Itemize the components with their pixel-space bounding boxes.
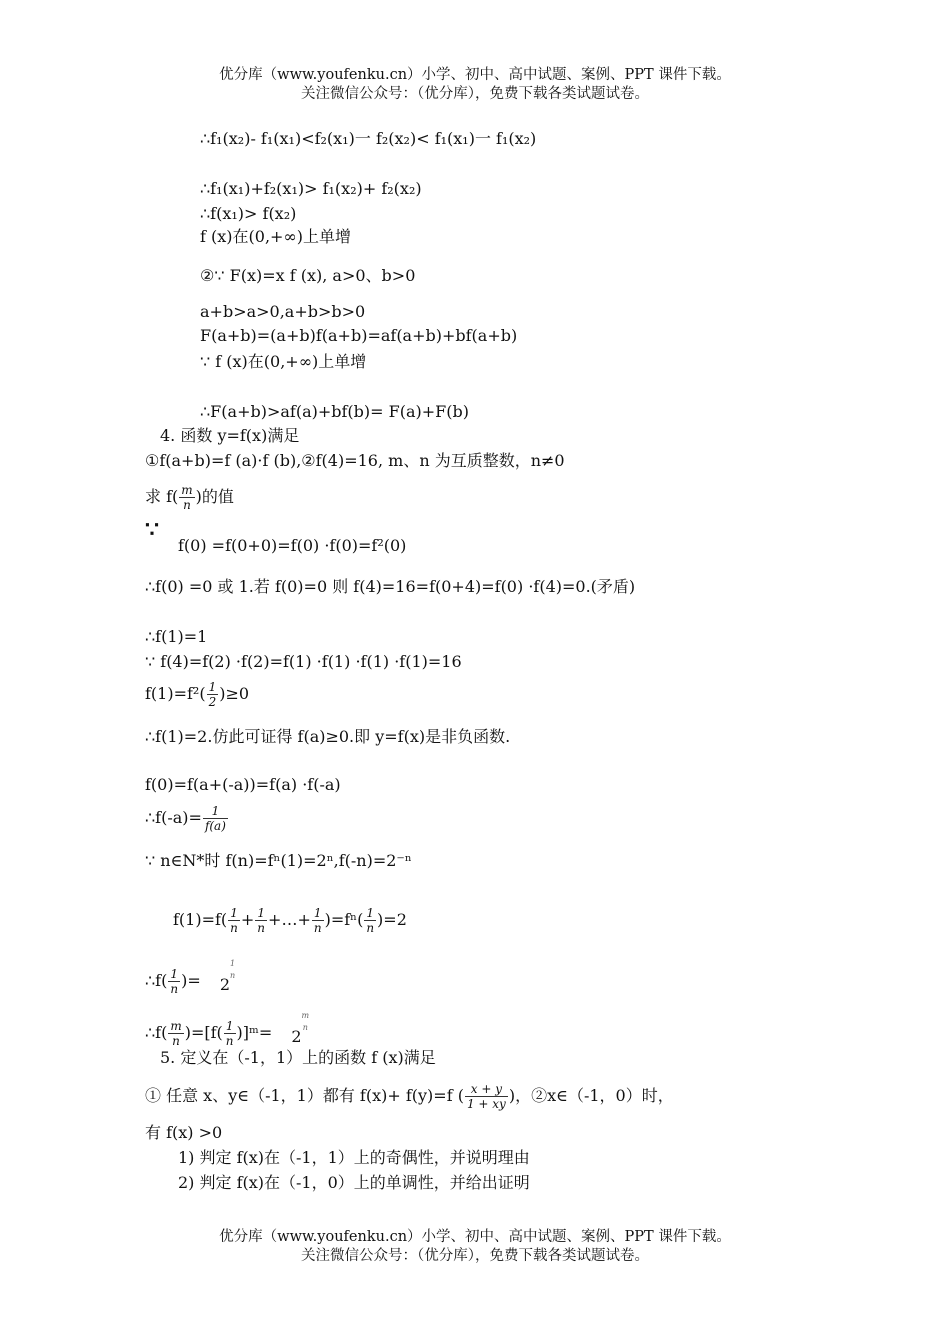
- p3-line-6: a+b>a>0,a+b>b>0: [200, 302, 366, 321]
- because-symbol: ∵: [145, 517, 159, 543]
- exponent-numerator: m: [301, 1011, 310, 1020]
- power-base: 2: [291, 1027, 302, 1046]
- fraction-xy-sum: [465, 1082, 508, 1111]
- footer-line-1: 优分库（www.youfenku.cn）小学、初中、高中试题、案例、PPT 课件下载。: [219, 1229, 731, 1245]
- fraction-denominator: n: [230, 921, 238, 935]
- question-prefix: 求 f(: [145, 487, 179, 506]
- p4-step-8: [145, 804, 229, 833]
- p4-step-9: ∵ n∈N*时 f(n)=fⁿ(1)=2ⁿ,f(-n)=2⁻ⁿ: [145, 851, 412, 870]
- p4-step-12: [145, 1010, 309, 1048]
- fraction-numerator: 1: [364, 906, 376, 921]
- fraction-m-over-n: [168, 1019, 183, 1048]
- fraction-numerator: 1: [312, 906, 324, 921]
- p3-line-9: ∴F(a+b)>af(a)+bf(b)= F(a)+F(b): [200, 402, 469, 421]
- fraction-one-over-n: [255, 906, 267, 935]
- p4-step-10: [173, 906, 407, 935]
- fraction-one-over-n: [224, 1019, 236, 1048]
- page-header: [0, 66, 950, 104]
- fraction-denominator: 1 + xy: [466, 1097, 506, 1111]
- power-two-m-over-n: [291, 1011, 310, 1046]
- fraction-denominator: n: [183, 498, 191, 512]
- exponent-numerator: 1: [230, 959, 236, 968]
- step5-prefix: f(1)=f²(: [145, 684, 206, 703]
- problem5-question-1: 1) 判定 f(x)在（-1，1）上的奇偶性，并说明理由: [178, 1148, 530, 1167]
- step11-prefix: ∴f(: [145, 971, 168, 990]
- fraction-one-half: [207, 680, 219, 709]
- fraction-numerator: m: [170, 1019, 182, 1033]
- step5-suffix: )≥0: [219, 684, 250, 703]
- fraction-denominator: n: [172, 1034, 180, 1048]
- fraction-numerator: 1: [208, 680, 217, 694]
- fraction-numerator: 1: [255, 906, 267, 921]
- fraction-denominator: n: [366, 921, 375, 935]
- problem5-title: 5. 定义在（-1，1）上的函数 f (x)满足: [160, 1048, 436, 1067]
- fraction-numerator: 1: [228, 906, 240, 921]
- fraction-denominator: n: [313, 921, 322, 935]
- step10-suffix: )=2: [377, 910, 407, 929]
- problem5-condition-2: 有 f(x) >0: [145, 1123, 223, 1142]
- problem5-question-2: 2) 判定 f(x)在（-1，0）上的单调性，并给出证明: [178, 1173, 530, 1192]
- condition-prefix: ① 任意 x、y∈（-1，1）都有 f(x)+ f(y)=f (: [145, 1086, 464, 1105]
- header-line-1: 优分库（www.youfenku.cn）小学、初中、高中试题、案例、PPT 课件下载。: [219, 67, 731, 83]
- exponent-denominator: n: [302, 1023, 308, 1032]
- step10-prefix: f(1)=f(: [173, 910, 228, 929]
- step12-suffix: )]ᵐ=: [236, 1023, 273, 1042]
- header-line-2: 关注微信公众号：（优分库），免费下载各类试题试卷。: [301, 86, 649, 102]
- question-suffix: )的值: [195, 487, 234, 506]
- fraction-numerator: x + y: [465, 1082, 508, 1097]
- problem5-condition: [145, 1082, 674, 1111]
- power-base: 2: [219, 975, 231, 994]
- power-exponent: [230, 958, 235, 982]
- fraction-numerator: m: [181, 483, 193, 497]
- p3-line-7: F(a+b)=(a+b)f(a+b)=af(a+b)+bf(a+b): [200, 326, 518, 345]
- exponent-denominator: n: [230, 971, 236, 980]
- fraction-denominator: n: [170, 982, 179, 996]
- power-two-1-over-n: [219, 959, 236, 994]
- p4-step-6: ∴f(1)=2.仿此可证得 f(a)≥0.即 y=f(x)是非负函数.: [145, 727, 511, 746]
- fraction-numerator: 1: [168, 967, 180, 982]
- p4-step-4: ∵ f(4)=f(2) ·f(2)=f(1) ·f(1) ·f(1) ·f(1)=16: [145, 652, 462, 671]
- fraction-numerator: 1: [203, 804, 228, 819]
- p3-line-1: ∴f₁(x₂)- f₁(x₁)<f₂(x₁)一 f₂(x₂)< f₁(x₁)一 f₁(x₂): [200, 129, 537, 148]
- step12-prefix: ∴f(: [145, 1023, 168, 1042]
- fraction-m-over-n: [179, 483, 194, 512]
- problem4-title: 4. 函数 y=f(x)满足: [160, 426, 300, 445]
- fraction-one-over-n: [364, 906, 376, 935]
- step11-suffix: )=: [181, 971, 201, 990]
- p3-line-5: ②∵ F(x)=x f (x), a>0、b>0: [200, 266, 416, 285]
- p3-line-3: ∴f(x₁)> f(x₂): [200, 204, 297, 223]
- footer-line-2: 关注微信公众号：（优分库），免费下载各类试题试卷。: [301, 1248, 649, 1264]
- fraction-one-over-n: [168, 967, 180, 996]
- step12-middle: )=[f(: [184, 1023, 223, 1042]
- p4-step-2: ∴f(0) =0 或 1.若 f(0)=0 则 f(4)=16=f(0+4)=f(0) ·f(4)=0.(矛盾): [145, 577, 636, 596]
- p4-step-11: [145, 958, 235, 996]
- plus-sign: +: [240, 910, 255, 929]
- p3-line-4: f (x)在(0,+∞)上单增: [200, 227, 352, 246]
- fraction-denominator: n: [257, 921, 266, 935]
- fraction-one-over-n: [228, 906, 240, 935]
- fraction-one-over-fa: [203, 804, 228, 833]
- power-exponent: [302, 1010, 310, 1034]
- p3-line-8: ∵ f (x)在(0,+∞)上单增: [200, 352, 367, 371]
- step8-prefix: ∴f(-a)=: [145, 808, 202, 827]
- fraction-denominator: n: [225, 1034, 234, 1048]
- plus-ellipsis: +…+: [268, 910, 311, 929]
- problem4-conditions: ①f(a+b)=f (a)·f (b),②f(4)=16, m、n 为互质整数，n≠0: [145, 451, 565, 470]
- fraction-denominator: 2: [208, 695, 217, 709]
- problem4-question: [145, 483, 234, 512]
- fraction-denominator: f(a): [204, 819, 226, 833]
- fraction-numerator: 1: [224, 1019, 236, 1034]
- condition-suffix: )，②x∈（-1，0）时，: [508, 1086, 674, 1105]
- p4-step-1: f(0) =f(0+0)=f(0) ·f(0)=f²(0): [178, 536, 407, 555]
- fraction-one-over-n: [312, 906, 324, 935]
- p4-step-5: [145, 680, 249, 709]
- step10-middle: )=fⁿ(: [324, 910, 364, 929]
- p3-line-2: ∴f₁(x₁)+f₂(x₁)> f₁(x₂)+ f₂(x₂): [200, 179, 422, 198]
- page-footer: [0, 1228, 950, 1266]
- p4-step-3: ∴f(1)=1: [145, 627, 208, 646]
- p4-step-7: f(0)=f(a+(-a))=f(a) ·f(-a): [145, 775, 341, 794]
